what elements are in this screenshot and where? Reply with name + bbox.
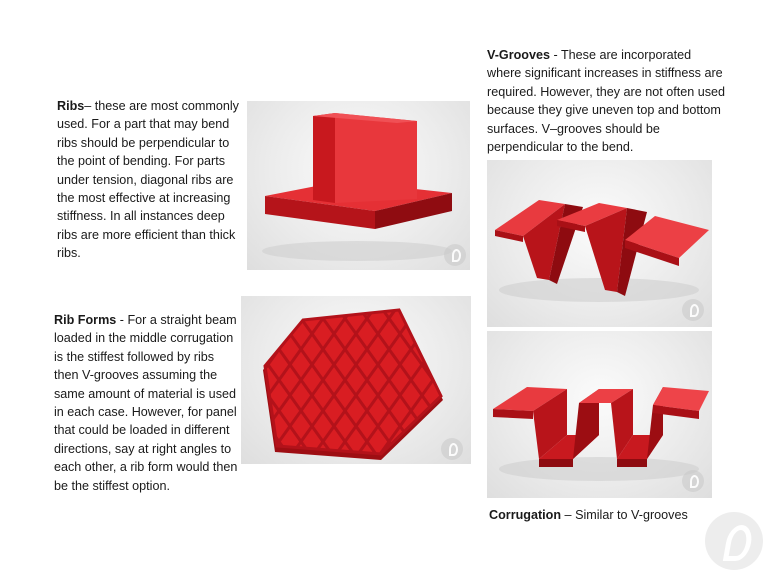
rib-line (241, 296, 251, 464)
rib-line (241, 296, 251, 464)
ribs-text: – these are most commonly used. For a part that may bend ribs should be perpendicular to the point of bending. For parts under tension, diagonal ribs are the most effective at increasing stiffness. In all instances deep ribs are more efficient than thick ribs. (57, 99, 239, 261)
ribs-description (57, 97, 239, 263)
corrugation-caption (489, 506, 719, 524)
corrugation-render-image (487, 331, 712, 498)
brand-logo-icon (705, 512, 763, 570)
ribs-heading: Ribs (57, 99, 85, 113)
v-grooves-text: - These are incorporated where significant increases in stiffness are required. However, they are not often used because they give uneven top and bottom surfaces. V–grooves should be perpendicular to the bend. (487, 48, 726, 155)
corrugation-text: – Similar to V-grooves (561, 508, 688, 522)
rib-forms-heading: Rib Forms (54, 313, 117, 327)
rib-form-render-image (241, 296, 471, 464)
watermark-logo-icon (682, 299, 704, 321)
v-grooves-render-image (487, 160, 712, 327)
watermark-logo-icon (444, 244, 466, 266)
watermark-logo-icon (441, 438, 463, 460)
v-grooves-heading: V-Grooves (487, 48, 550, 62)
watermark-logo-icon (682, 470, 704, 492)
corrugation-heading: Corrugation (489, 508, 562, 522)
ribs-render-image (247, 101, 470, 270)
v-grooves-description (487, 46, 727, 156)
rib-forms-text: - For a straight beam loaded in the middle corrugation is the stiffest followed by ribs then V-grooves assuming the same amount of material is used in each case. However, for panel that could be loaded in different directions, say at right angles to each other, a rib form would then be the stiffest option. (54, 313, 238, 493)
rib-forms-description (54, 311, 240, 495)
